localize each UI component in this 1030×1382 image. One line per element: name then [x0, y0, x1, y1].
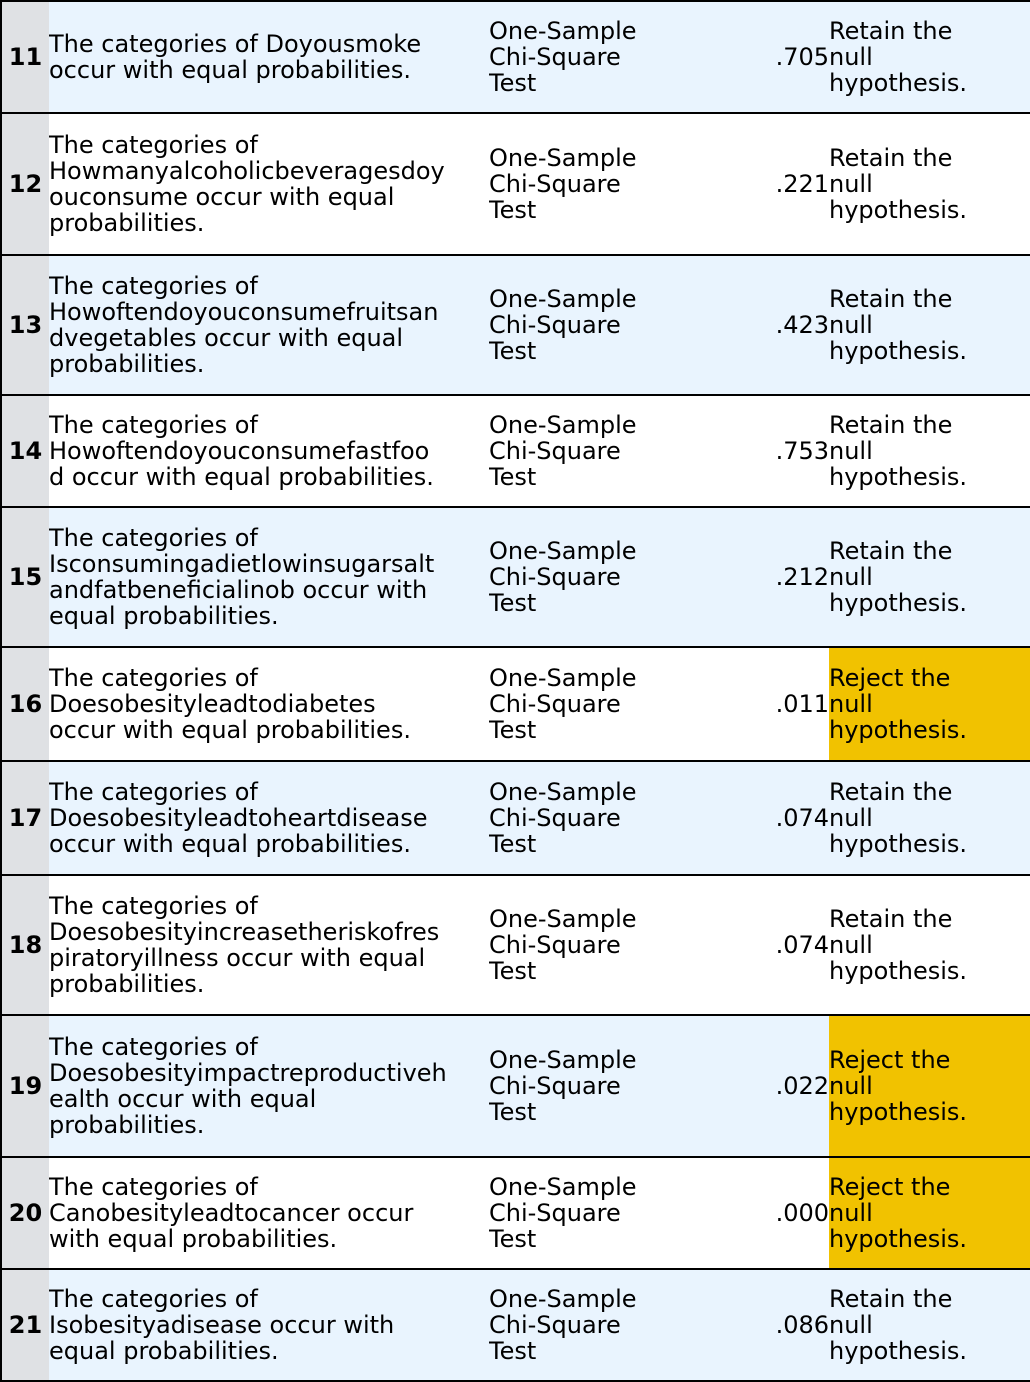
test-name-text: One-Sample	[489, 905, 637, 933]
null-hypothesis-text: occur with equal probabilities.	[49, 830, 411, 858]
decision-cell	[829, 113, 1030, 255]
decision-cell	[829, 761, 1030, 875]
test-name-text: One-Sample	[489, 17, 637, 45]
decision-text: hypothesis.	[829, 337, 968, 365]
test-name-cell	[489, 507, 641, 647]
null-hypothesis-text: The categories of	[49, 1033, 258, 1061]
test-name-text: One-Sample	[489, 285, 637, 313]
table-row[interactable]	[1, 1157, 1030, 1269]
table-row[interactable]	[1, 647, 1030, 761]
null-hypothesis-text: Howoftendoyouconsumefastfoo	[49, 437, 430, 465]
null-hypothesis-cell	[49, 1269, 489, 1381]
row-number-cell: 20	[1, 1157, 49, 1269]
significance-cell: .705	[641, 1, 829, 113]
test-name-text: Test	[489, 196, 537, 224]
decision-text: hypothesis.	[829, 830, 968, 858]
decision-cell	[829, 1157, 1030, 1269]
decision-text: hypothesis.	[829, 957, 968, 985]
null-hypothesis-text: The categories of	[49, 272, 258, 300]
null-hypothesis-text: Howoftendoyouconsumefruitsan	[49, 298, 439, 326]
null-hypothesis-text: dvegetables occur with equal	[49, 324, 404, 352]
null-hypothesis-cell	[49, 875, 489, 1015]
null-hypothesis-cell	[49, 113, 489, 255]
null-hypothesis-cell	[49, 647, 489, 761]
test-name-text: One-Sample	[489, 1285, 637, 1313]
significance-cell: .011	[641, 647, 829, 761]
decision-text: Retain the	[829, 905, 953, 933]
decision-text: Retain the	[829, 537, 953, 565]
null-hypothesis-text: probabilities.	[49, 1111, 205, 1139]
null-hypothesis-text: The categories of	[49, 892, 258, 920]
null-hypothesis-text: Howmanyalcoholicbeveragesdoy	[49, 157, 445, 185]
test-name-text: Test	[489, 830, 537, 858]
test-name-cell	[489, 875, 641, 1015]
decision-text: null	[829, 437, 873, 465]
null-hypothesis-cell	[49, 507, 489, 647]
decision-cell	[829, 1, 1030, 113]
table-row[interactable]	[1, 507, 1030, 647]
null-hypothesis-text: d occur with equal probabilities.	[49, 463, 434, 491]
test-name-cell	[489, 1269, 641, 1381]
table-row[interactable]	[1, 761, 1030, 875]
null-hypothesis-text: probabilities.	[49, 970, 205, 998]
row-number-cell: 12	[1, 113, 49, 255]
table-row[interactable]	[1, 113, 1030, 255]
null-hypothesis-text: equal probabilities.	[49, 1337, 279, 1365]
decision-text: null	[829, 311, 873, 339]
null-hypothesis-text: andfatbeneficialinob occur with	[49, 576, 428, 604]
null-hypothesis-text: with equal probabilities.	[49, 1225, 338, 1253]
significance-cell: .074	[641, 875, 829, 1015]
null-hypothesis-cell	[49, 1157, 489, 1269]
significance-cell: .000	[641, 1157, 829, 1269]
row-number-cell: 21	[1, 1269, 49, 1381]
null-hypothesis-cell	[49, 255, 489, 395]
null-hypothesis-text: The categories of	[49, 664, 258, 692]
test-name-cell	[489, 1157, 641, 1269]
decision-text: Reject the	[829, 664, 951, 692]
decision-cell	[829, 647, 1030, 761]
null-hypothesis-text: Doesobesityincreasetheriskofres	[49, 918, 440, 946]
table-row[interactable]	[1, 1015, 1030, 1157]
decision-text: null	[829, 690, 873, 718]
decision-text: hypothesis.	[829, 1225, 968, 1253]
row-number-cell: 18	[1, 875, 49, 1015]
null-hypothesis-text: Canobesityleadtocancer occur	[49, 1199, 414, 1227]
significance-cell: .074	[641, 761, 829, 875]
decision-cell	[829, 255, 1030, 395]
test-name-cell	[489, 647, 641, 761]
decision-text: Retain the	[829, 778, 953, 806]
test-name-text: One-Sample	[489, 1046, 637, 1074]
test-name-text: One-Sample	[489, 411, 637, 439]
decision-text: hypothesis.	[829, 69, 968, 97]
decision-text: Reject the	[829, 1173, 951, 1201]
test-name-text: Chi-Square	[489, 804, 621, 832]
row-number-cell: 13	[1, 255, 49, 395]
significance-cell: .753	[641, 395, 829, 507]
null-hypothesis-cell	[49, 1, 489, 113]
null-hypothesis-cell	[49, 761, 489, 875]
null-hypothesis-text: The categories of	[49, 524, 258, 552]
null-hypothesis-text: Doesobesityleadtodiabetes	[49, 690, 376, 718]
test-name-text: Test	[489, 716, 537, 744]
significance-cell: .221	[641, 113, 829, 255]
null-hypothesis-text: The categories of	[49, 411, 258, 439]
null-hypothesis-text: Isobesityadisease occur with	[49, 1311, 395, 1339]
null-hypothesis-text: The categories of Doyousmoke	[49, 30, 422, 58]
decision-text: null	[829, 170, 873, 198]
null-hypothesis-text: piratoryillness occur with equal	[49, 944, 426, 972]
decision-cell	[829, 1015, 1030, 1157]
table-row[interactable]	[1, 1269, 1030, 1381]
test-name-text: Test	[489, 69, 537, 97]
test-name-text: Chi-Square	[489, 931, 621, 959]
test-name-text: Test	[489, 957, 537, 985]
null-hypothesis-text: Doesobesityimpactreproductiveh	[49, 1059, 447, 1087]
decision-text: hypothesis.	[829, 589, 968, 617]
row-number-cell: 16	[1, 647, 49, 761]
null-hypothesis-text: Isconsumingadietlowinsugarsalt	[49, 550, 435, 578]
null-hypothesis-text: The categories of	[49, 1173, 258, 1201]
row-number-cell: 15	[1, 507, 49, 647]
decision-cell	[829, 875, 1030, 1015]
decision-text: null	[829, 563, 873, 591]
decision-text: hypothesis.	[829, 463, 968, 491]
test-name-text: Chi-Square	[489, 437, 621, 465]
table-row[interactable]	[1, 875, 1030, 1015]
significance-cell: .086	[641, 1269, 829, 1381]
row-number-cell: 11	[1, 1, 49, 113]
test-name-text: Test	[489, 1098, 537, 1126]
table-row[interactable]	[1, 255, 1030, 395]
test-name-text: Chi-Square	[489, 43, 621, 71]
test-name-text: One-Sample	[489, 1173, 637, 1201]
test-name-cell	[489, 395, 641, 507]
decision-text: hypothesis.	[829, 1098, 968, 1126]
significance-cell: .212	[641, 507, 829, 647]
null-hypothesis-text: The categories of	[49, 778, 258, 806]
test-name-text: One-Sample	[489, 778, 637, 806]
test-name-text: One-Sample	[489, 144, 637, 172]
decision-text: null	[829, 1311, 873, 1339]
null-hypothesis-cell	[49, 395, 489, 507]
decision-text: null	[829, 931, 873, 959]
test-name-text: Chi-Square	[489, 1199, 621, 1227]
decision-text: hypothesis.	[829, 1337, 968, 1365]
test-name-text: Chi-Square	[489, 690, 621, 718]
null-hypothesis-text: probabilities.	[49, 350, 205, 378]
null-hypothesis-text: Doesobesityleadtoheartdisease	[49, 804, 428, 832]
null-hypothesis-text: occur with equal probabilities.	[49, 56, 411, 84]
decision-text: null	[829, 1199, 873, 1227]
test-name-text: Chi-Square	[489, 563, 621, 591]
table-row[interactable]	[1, 1, 1030, 113]
decision-text: Retain the	[829, 1285, 953, 1313]
decision-text: null	[829, 1072, 873, 1100]
test-name-cell	[489, 1, 641, 113]
test-name-cell	[489, 255, 641, 395]
decision-text: Retain the	[829, 285, 953, 313]
decision-cell	[829, 507, 1030, 647]
null-hypothesis-text: occur with equal probabilities.	[49, 716, 411, 744]
null-hypothesis-cell	[49, 1015, 489, 1157]
decision-text: Reject the	[829, 1046, 951, 1074]
test-name-text: Test	[489, 589, 537, 617]
decision-text: hypothesis.	[829, 716, 968, 744]
test-name-text: Test	[489, 1337, 537, 1365]
table-row[interactable]	[1, 395, 1030, 507]
null-hypothesis-text: probabilities.	[49, 209, 205, 237]
null-hypothesis-text: The categories of	[49, 1285, 258, 1313]
test-name-text: One-Sample	[489, 664, 637, 692]
test-name-text: Chi-Square	[489, 1072, 621, 1100]
null-hypothesis-text: ouconsume occur with equal	[49, 183, 395, 211]
decision-cell	[829, 1269, 1030, 1381]
decision-text: Retain the	[829, 144, 953, 172]
test-name-cell	[489, 113, 641, 255]
row-number-cell: 19	[1, 1015, 49, 1157]
test-name-text: Chi-Square	[489, 170, 621, 198]
row-number-cell: 14	[1, 395, 49, 507]
table-body	[1, 1, 1030, 1381]
test-name-text: Test	[489, 1225, 537, 1253]
test-name-text: One-Sample	[489, 537, 637, 565]
significance-cell: .022	[641, 1015, 829, 1157]
null-hypothesis-text: The categories of	[49, 131, 258, 159]
decision-text: Retain the	[829, 411, 953, 439]
row-number-cell: 17	[1, 761, 49, 875]
null-hypothesis-text: ealth occur with equal	[49, 1085, 317, 1113]
test-name-text: Test	[489, 463, 537, 491]
test-name-text: Chi-Square	[489, 311, 621, 339]
test-name-text: Test	[489, 337, 537, 365]
significance-cell: .423	[641, 255, 829, 395]
decision-text: null	[829, 804, 873, 832]
decision-text: Retain the	[829, 17, 953, 45]
null-hypothesis-text: equal probabilities.	[49, 602, 279, 630]
decision-cell	[829, 395, 1030, 507]
test-name-cell	[489, 1015, 641, 1157]
test-name-cell	[489, 761, 641, 875]
decision-text: hypothesis.	[829, 196, 968, 224]
decision-text: null	[829, 43, 873, 71]
test-name-text: Chi-Square	[489, 1311, 621, 1339]
